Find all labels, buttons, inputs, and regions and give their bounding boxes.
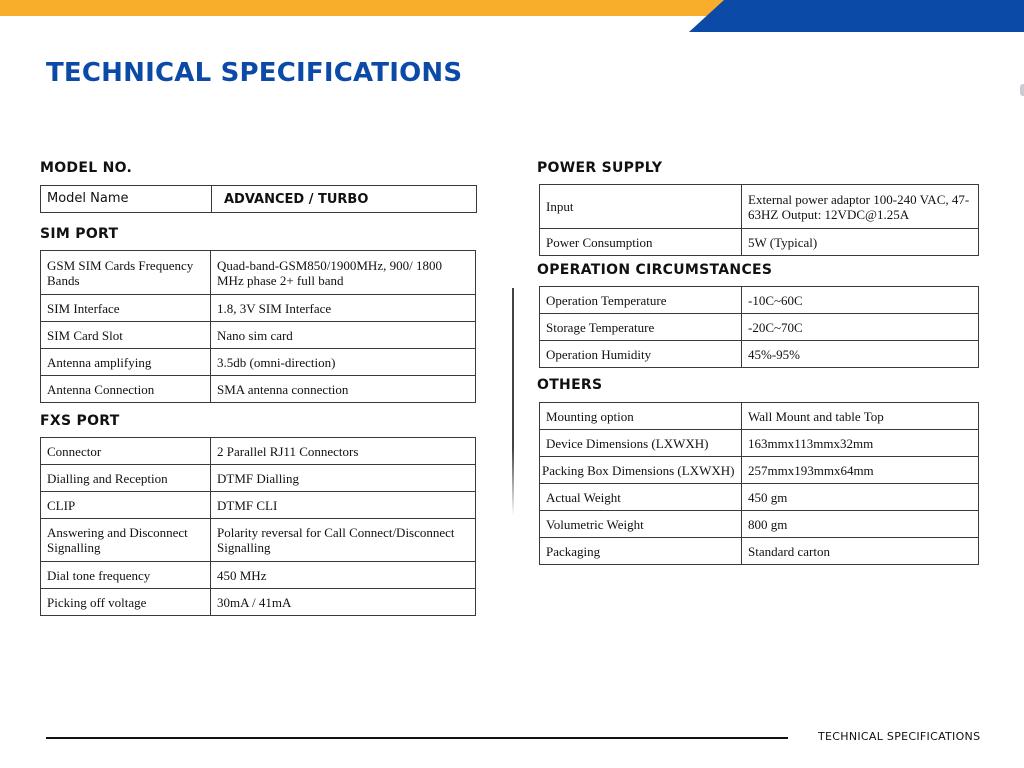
spec-label: SIM Card Slot <box>41 322 211 349</box>
spec-value: 800 gm <box>742 511 979 538</box>
spec-value: -10C~60C <box>742 287 979 314</box>
spec-value: 450 gm <box>742 484 979 511</box>
table-row <box>41 562 476 589</box>
spec-value: SMA antenna connection <box>211 376 476 403</box>
table-row <box>41 376 476 403</box>
spec-label: Actual Weight <box>540 484 742 511</box>
spec-label: Packaging <box>540 538 742 565</box>
table-row <box>41 349 476 376</box>
fxs-port-table <box>40 437 476 616</box>
spec-value: 450 MHz <box>211 562 476 589</box>
table-row <box>540 484 979 511</box>
spec-value: -20C~70C <box>742 314 979 341</box>
section-title-operation: OPERATION CIRCUMSTANCES <box>537 262 773 278</box>
section-title-sim-port: SIM PORT <box>40 226 119 242</box>
spec-value: 1.8, 3V SIM Interface <box>211 295 476 322</box>
edge-decoration <box>1020 84 1024 96</box>
section-title-model: MODEL NO. <box>40 160 133 176</box>
table-row <box>540 457 979 484</box>
table-row <box>540 314 979 341</box>
operation-table <box>539 286 979 368</box>
footer-label: TECHNICAL SPECIFICATIONS <box>818 730 981 743</box>
spec-value: 3.5db (omni-direction) <box>211 349 476 376</box>
spec-label: Answering and Disconnect Signalling <box>41 519 211 562</box>
table-row <box>41 295 476 322</box>
section-title-power-supply: POWER SUPPLY <box>537 160 663 176</box>
page-title: TECHNICAL SPECIFICATIONS <box>46 58 463 88</box>
table-row <box>540 511 979 538</box>
spec-value: 45%-95% <box>742 341 979 368</box>
table-row <box>41 465 476 492</box>
spec-label: Connector <box>41 438 211 465</box>
top-accent-bar <box>0 0 1024 34</box>
table-row <box>41 438 476 465</box>
spec-value: Nano sim card <box>211 322 476 349</box>
spec-label: Power Consumption <box>540 229 742 256</box>
table-row <box>41 186 477 213</box>
table-row <box>540 403 979 430</box>
spec-value: DTMF Dialling <box>211 465 476 492</box>
spec-label: Model Name <box>41 186 212 213</box>
section-title-fxs-port: FXS PORT <box>40 413 120 429</box>
table-row <box>540 229 979 256</box>
spec-label: Packing Box Dimensions (LXWXH) <box>540 457 742 484</box>
spec-label: Operation Humidity <box>540 341 742 368</box>
model-table <box>40 185 477 213</box>
spec-value: ADVANCED / TURBO <box>212 186 477 213</box>
table-row <box>540 430 979 457</box>
spec-label: Storage Temperature <box>540 314 742 341</box>
spec-value: 5W (Typical) <box>742 229 979 256</box>
spec-value: Polarity reversal for Call Connect/Disconnect Signalling <box>211 519 476 562</box>
spec-value: 257mmx193mmx64mm <box>742 457 979 484</box>
spec-value: 2 Parallel RJ11 Connectors <box>211 438 476 465</box>
spec-label: Antenna amplifying <box>41 349 211 376</box>
spec-label: Operation Temperature <box>540 287 742 314</box>
spec-value: DTMF CLI <box>211 492 476 519</box>
table-row <box>41 251 476 295</box>
footer-rule <box>46 737 788 739</box>
spec-label: SIM Interface <box>41 295 211 322</box>
table-row <box>41 589 476 616</box>
spec-value: External power adaptor 100-240 VAC, 47-63HZ Output: 12VDC@1.25A <box>742 185 979 229</box>
spec-label: Dial tone frequency <box>41 562 211 589</box>
table-row <box>540 185 979 229</box>
sim-port-table <box>40 250 476 403</box>
blue-accent-shape <box>689 0 1024 32</box>
section-title-others: OTHERS <box>537 377 603 393</box>
table-row <box>41 492 476 519</box>
spec-value: 30mA / 41mA <box>211 589 476 616</box>
spec-label: Dialling and Reception <box>41 465 211 492</box>
spec-label: Picking off voltage <box>41 589 211 616</box>
table-row <box>540 538 979 565</box>
spec-label: Input <box>540 185 742 229</box>
spec-value: Quad-band-GSM850/1900MHz, 900/ 1800 MHz phase 2+ full band <box>211 251 476 295</box>
column-divider <box>512 288 514 516</box>
table-row <box>540 341 979 368</box>
table-row <box>41 322 476 349</box>
spec-label: GSM SIM Cards Frequency Bands <box>41 251 211 295</box>
spec-value: 163mmx113mmx32mm <box>742 430 979 457</box>
table-row <box>41 519 476 562</box>
spec-label: CLIP <box>41 492 211 519</box>
spec-value: Standard carton <box>742 538 979 565</box>
spec-label: Antenna Connection <box>41 376 211 403</box>
spec-label: Volumetric Weight <box>540 511 742 538</box>
spec-label: Mounting option <box>540 403 742 430</box>
others-table <box>539 402 979 565</box>
table-row <box>540 287 979 314</box>
spec-value: Wall Mount and table Top <box>742 403 979 430</box>
power-supply-table <box>539 184 979 256</box>
spec-label: Device Dimensions (LXWXH) <box>540 430 742 457</box>
